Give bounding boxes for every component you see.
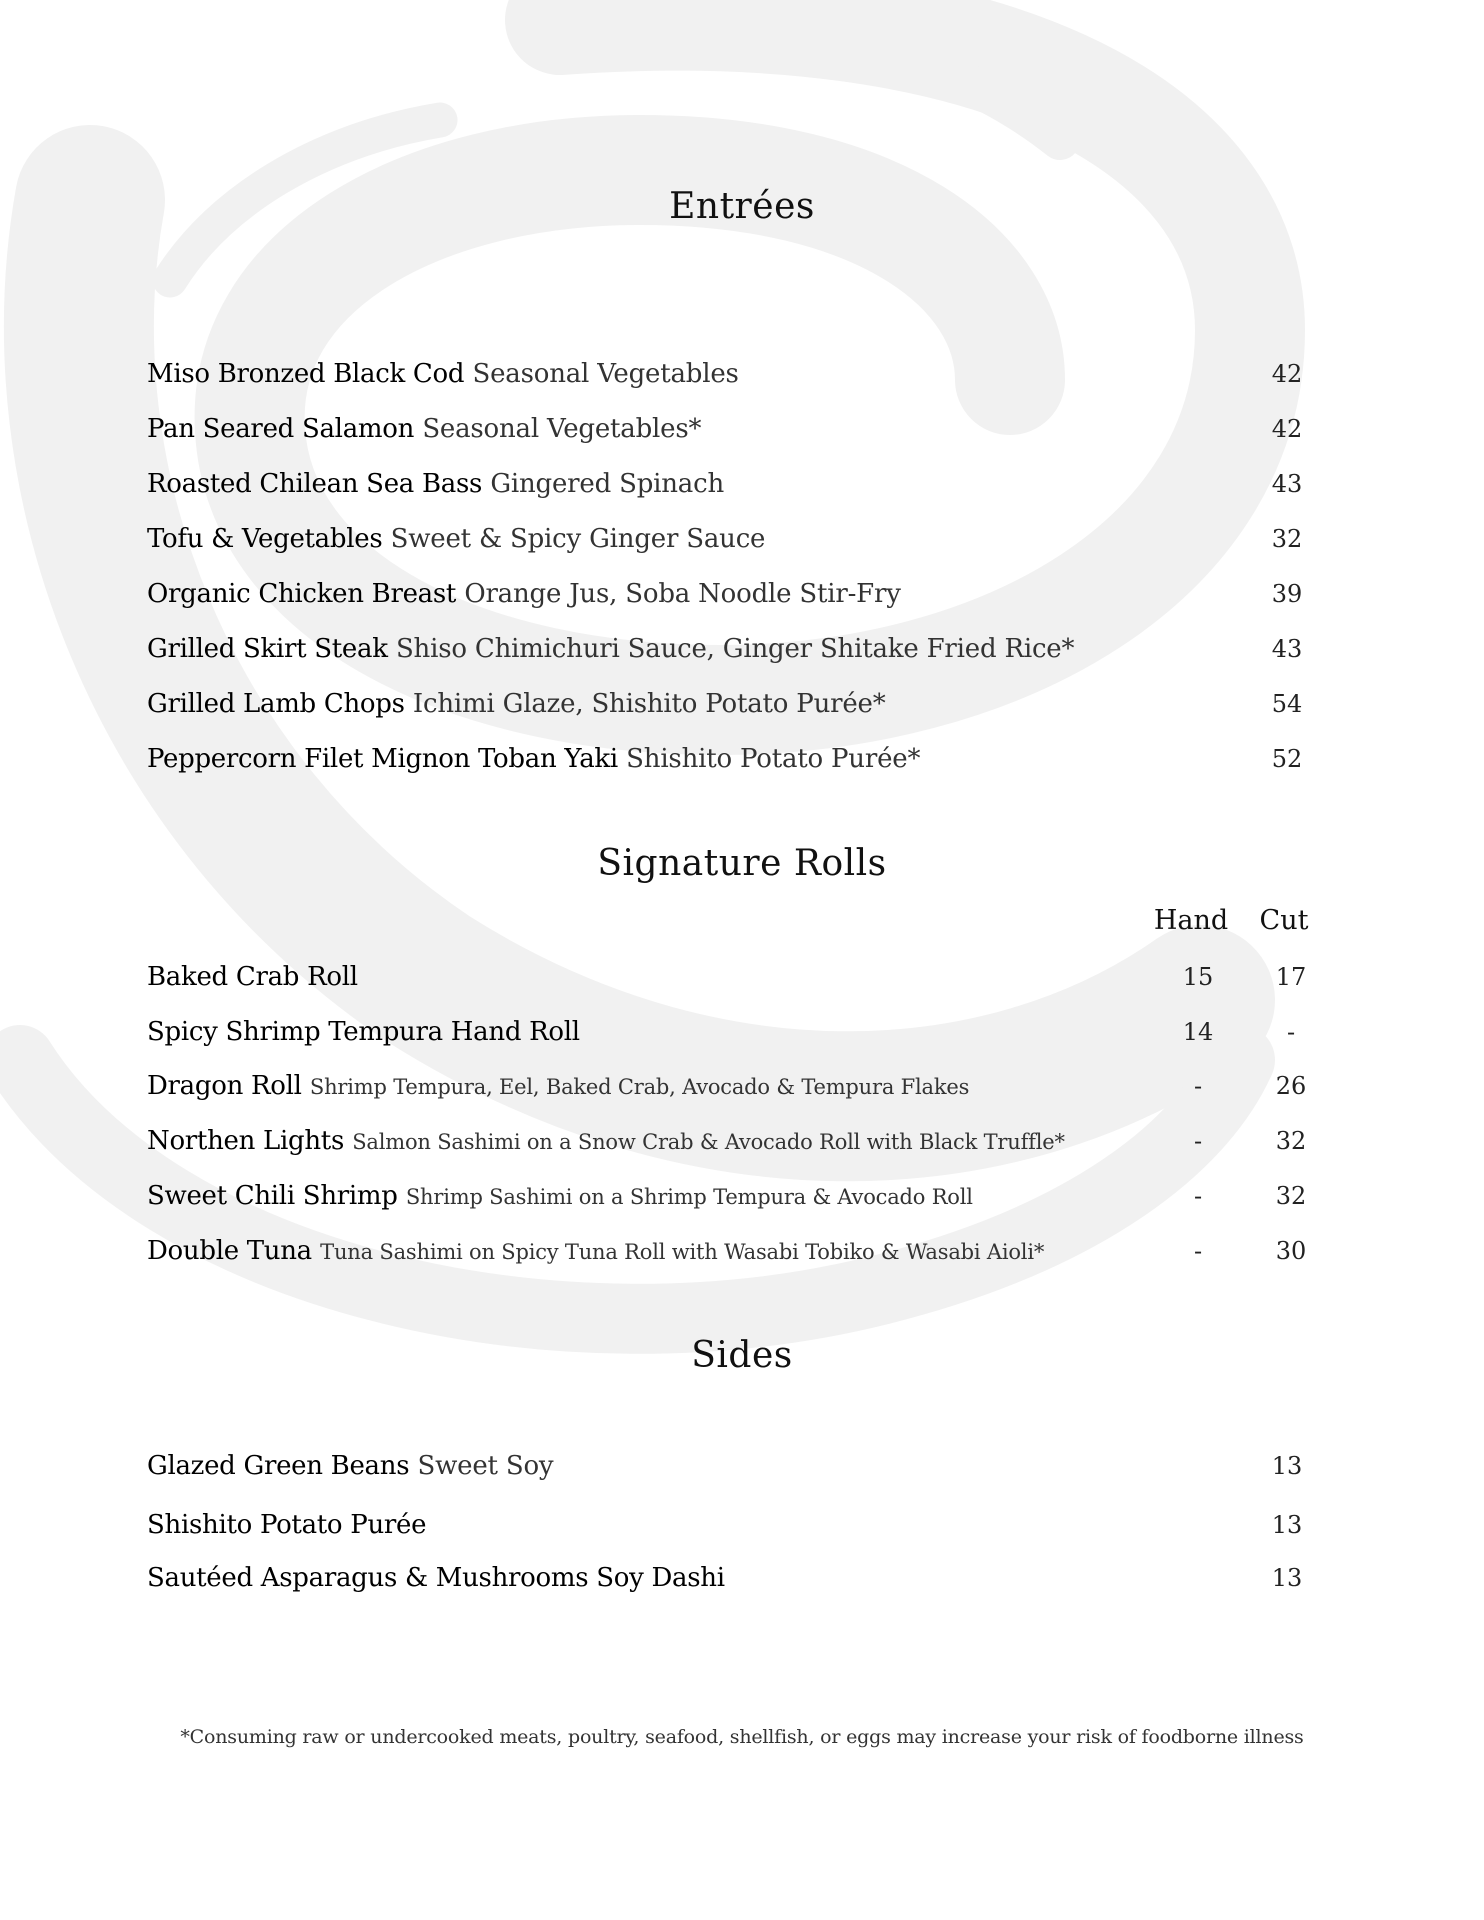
item-price: 43 — [1271, 470, 1303, 498]
menu-item-entree — [147, 409, 1337, 449]
menu-item-entree — [147, 519, 1337, 559]
item-name: Northen Lights — [147, 1126, 344, 1156]
item-price-cut: 30 — [1275, 1237, 1307, 1265]
item-name: Pan Seared Salamon — [147, 414, 415, 444]
item-price: 32 — [1271, 525, 1303, 553]
item-price-cut: 26 — [1275, 1072, 1307, 1100]
item-price: 42 — [1271, 360, 1303, 388]
menu-item-roll — [147, 1176, 1337, 1216]
item-name: Peppercorn Filet Mignon Toban Yaki — [147, 744, 618, 774]
item-description: Shrimp Sashimi on a Shrimp Tempura & Avocado Roll — [405, 1185, 973, 1209]
item-description: Shrimp Tempura, Eel, Baked Crab, Avocado & Tempura Flakes — [309, 1075, 970, 1099]
sides-title: Sides — [691, 1335, 793, 1376]
item-price-hand: 14 — [1182, 1018, 1214, 1046]
menu-item-entree — [147, 354, 1337, 394]
item-price: 13 — [1271, 1564, 1303, 1592]
item-price: 52 — [1271, 745, 1303, 773]
item-name: Grilled Lamb Chops — [147, 689, 405, 719]
menu-item-entree — [147, 684, 1337, 724]
item-price-hand: - — [1193, 1127, 1203, 1155]
menu-item-entree — [147, 739, 1337, 779]
item-price-cut: - — [1286, 1018, 1296, 1046]
item-description: Shiso Chimichuri Sauce, Ginger Shitake Fried Rice* — [395, 634, 1075, 664]
item-price-cut: 32 — [1275, 1182, 1307, 1210]
item-name: Dragon Roll — [147, 1071, 302, 1101]
menu-item-roll — [147, 1231, 1337, 1271]
menu-item-side — [147, 1558, 1337, 1598]
item-description: Sweet Soy — [417, 1451, 554, 1481]
health-advisory-footnote: *Consuming raw or undercooked meats, poultry, seafood, shellfish, or eggs may increase your risk of foodborne illness — [180, 1726, 1304, 1748]
item-price: 42 — [1271, 415, 1303, 443]
column-header-hand: Hand — [1153, 905, 1229, 936]
item-description: Ichimi Glaze, Shishito Potato Purée* — [412, 689, 886, 719]
menu-item-side — [147, 1505, 1337, 1545]
item-price-hand: - — [1193, 1182, 1203, 1210]
signature-rolls-title: Signature Rolls — [597, 843, 887, 884]
menu-item-side — [147, 1446, 1337, 1486]
item-price: 13 — [1271, 1452, 1303, 1480]
item-name: Miso Bronzed Black Cod — [147, 359, 465, 389]
item-price-hand: - — [1193, 1237, 1203, 1265]
item-price-cut: 17 — [1275, 963, 1307, 991]
entrees-title: Entrées — [669, 186, 815, 227]
item-description: Salmon Sashimi on a Snow Crab & Avocado Roll with Black Truffle* — [352, 1130, 1065, 1154]
item-name: Sweet Chili Shrimp — [147, 1181, 398, 1211]
item-price: 13 — [1271, 1511, 1303, 1539]
item-description: Gingered Spinach — [490, 469, 725, 499]
item-description: Sweet & Spicy Ginger Sauce — [390, 524, 766, 554]
item-name: Spicy Shrimp Tempura Hand Roll — [147, 1017, 580, 1047]
menu-item-roll — [147, 1121, 1337, 1161]
item-description: Shishito Potato Purée* — [626, 744, 921, 774]
item-name: Roasted Chilean Sea Bass — [147, 469, 483, 499]
item-name: Organic Chicken Breast — [147, 579, 457, 609]
column-header-cut: Cut — [1259, 905, 1309, 936]
item-name: Shishito Potato Purée — [147, 1510, 427, 1540]
item-description: Seasonal Vegetables* — [422, 414, 702, 444]
item-name: Tofu & Vegetables — [147, 524, 383, 554]
item-name: Sautéed Asparagus & Mushrooms Soy Dashi — [147, 1563, 725, 1593]
menu-item-roll — [147, 1012, 1337, 1052]
menu-item-entree — [147, 574, 1337, 614]
item-price: 39 — [1271, 580, 1303, 608]
item-description: Seasonal Vegetables — [472, 359, 739, 389]
item-name: Grilled Skirt Steak — [147, 634, 388, 664]
item-price: 43 — [1271, 635, 1303, 663]
item-price-hand: - — [1193, 1072, 1203, 1100]
menu-item-entree — [147, 629, 1337, 669]
item-name: Double Tuna — [147, 1236, 312, 1266]
item-description: Orange Jus, Soba Noodle Stir-Fry — [464, 579, 901, 609]
item-price-cut: 32 — [1275, 1127, 1307, 1155]
menu-item-roll — [147, 957, 1337, 997]
menu-item-roll — [147, 1066, 1337, 1106]
item-name: Baked Crab Roll — [147, 962, 358, 992]
item-price: 54 — [1271, 690, 1303, 718]
item-name: Glazed Green Beans — [147, 1451, 410, 1481]
item-price-hand: 15 — [1182, 963, 1214, 991]
item-description: Tuna Sashimi on Spicy Tuna Roll with Wasabi Tobiko & Wasabi Aioli* — [320, 1240, 1045, 1264]
menu-item-entree — [147, 464, 1337, 504]
